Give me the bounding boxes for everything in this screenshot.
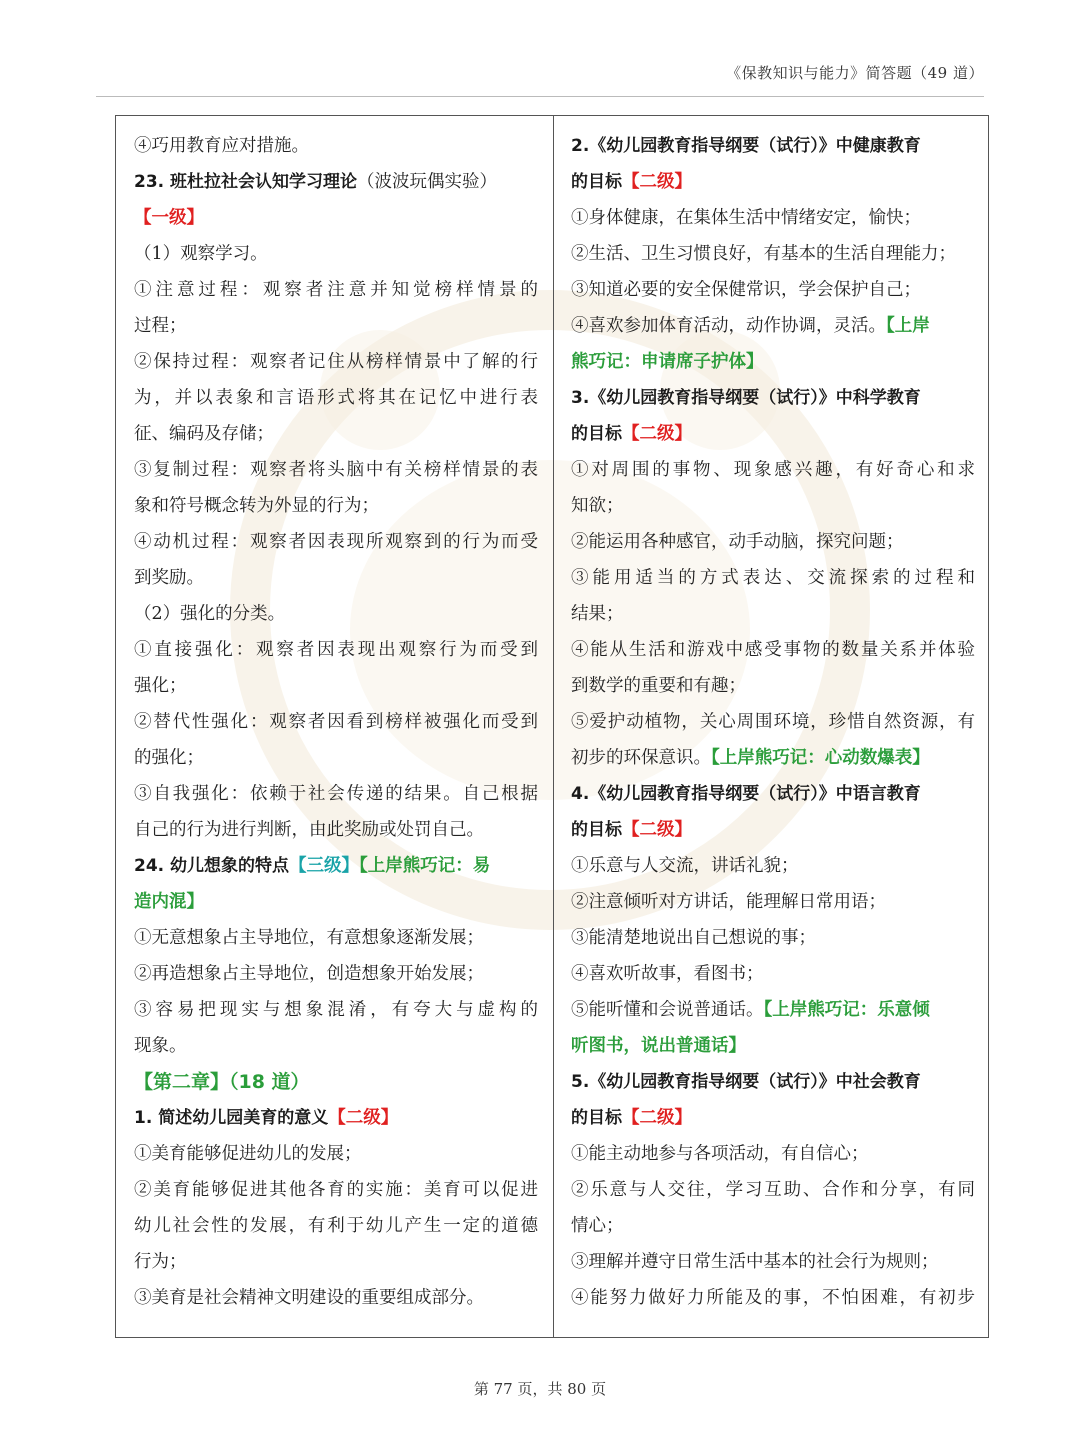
text-line: ①美育能够促进幼儿的发展； bbox=[134, 1144, 362, 1164]
right-column bbox=[571, 128, 975, 1316]
question-2-heading-cont bbox=[571, 164, 975, 200]
text-line: 过程； bbox=[134, 316, 187, 336]
text-line: ③知道必要的安全保健常识，学会保护自己； bbox=[571, 280, 921, 300]
text-line: 幼儿社会性的发展，有利于幼儿产生一定的道德 bbox=[134, 1216, 538, 1236]
question-24-heading bbox=[134, 848, 538, 884]
text-line-with-mnemonic bbox=[571, 308, 975, 344]
text-line: ①身体健康，在集体生活中情绪安定，愉快； bbox=[571, 208, 921, 228]
text-line: 征、编码及存储； bbox=[134, 424, 274, 444]
text-line: ③容易把现实与想象混淆，有夸大与虚构的 bbox=[134, 1000, 538, 1020]
text-line: ④能努力做好力所能及的事，不怕困难，有初步 bbox=[571, 1288, 975, 1308]
text-line: 的强化； bbox=[134, 748, 204, 768]
text-line: （1）观察学习。 bbox=[134, 244, 268, 264]
left-column bbox=[134, 128, 538, 1316]
question-3-heading-cont bbox=[571, 416, 975, 452]
text-line: ③理解并遵守日常生活中基本的社会行为规则； bbox=[571, 1252, 939, 1272]
mnemonic-line bbox=[571, 1028, 975, 1064]
page-number: 第 77 页，共 80 页 bbox=[473, 1380, 607, 1398]
text-line: 结果； bbox=[571, 604, 624, 624]
question-24-mnemonic bbox=[134, 884, 538, 920]
question-title: 的目标 bbox=[571, 1108, 622, 1128]
text-line-with-mnemonic bbox=[571, 992, 975, 1028]
text-segment: 初步的环保意识。 bbox=[571, 748, 711, 768]
text-line: ①注意过程：观察者注意并知觉榜样情景的 bbox=[134, 280, 538, 300]
text-line: 到奖励。 bbox=[134, 568, 204, 588]
answer-table bbox=[115, 115, 989, 1338]
question-2-heading bbox=[571, 128, 975, 164]
header-rule bbox=[96, 96, 984, 97]
level-badge: 【二级】 bbox=[622, 820, 692, 840]
chapter-title: 【第二章】（18 道） bbox=[134, 1071, 310, 1093]
mnemonic-line bbox=[571, 344, 975, 380]
question-title: 3.《幼儿园教育指导纲要（试行）》中科学教育 bbox=[571, 388, 921, 408]
mnemonic-text: 【上岸 bbox=[886, 316, 930, 336]
question-3-heading bbox=[571, 380, 975, 416]
text-line: ②替代性强化：观察者因看到榜样被强化而受到 bbox=[134, 712, 538, 732]
text-line: 知欲； bbox=[571, 496, 624, 516]
text-line: ②保持过程：观察者记住从榜样情景中了解的行 bbox=[134, 352, 538, 372]
question-note: （波波玩偶实验） bbox=[357, 172, 498, 192]
level-badge: 【二级】 bbox=[328, 1108, 399, 1128]
question-5-heading bbox=[571, 1064, 975, 1100]
question-title: 的目标 bbox=[571, 820, 622, 840]
level-badge: 【二级】 bbox=[622, 424, 692, 444]
question-title: 的目标 bbox=[571, 172, 622, 192]
question-title: 1. 简述幼儿园美育的意义 bbox=[134, 1108, 329, 1128]
text-line: 到数学的重要和有趣； bbox=[571, 676, 746, 696]
text-line: （2）强化的分类。 bbox=[134, 604, 286, 624]
text-line: 强化； bbox=[134, 676, 187, 696]
text-line: ⑤爱护动植物，关心周围环境，珍惜自然资源，有 bbox=[571, 712, 975, 732]
question-23-level bbox=[134, 200, 538, 236]
mnemonic-text: 【上岸熊巧记：心动数爆表】 bbox=[711, 748, 930, 768]
question-4-heading bbox=[571, 776, 975, 812]
question-title: 4.《幼儿园教育指导纲要（试行）》中语言教育 bbox=[571, 784, 921, 804]
level-badge: 【二级】 bbox=[622, 172, 692, 192]
text-line: ④能从生活和游戏中感受事物的数量关系并体验 bbox=[571, 640, 975, 660]
level-badge: 【一级】 bbox=[134, 208, 204, 228]
text-line: ②能运用各种感官，动手动脑，探究问题； bbox=[571, 532, 904, 552]
text-line: ③能清楚地说出自己想说的事； bbox=[571, 928, 816, 948]
question-title: 2.《幼儿园教育指导纲要（试行）》中健康教育 bbox=[571, 136, 921, 156]
text-line: ②生活、卫生习惯良好，有基本的生活自理能力； bbox=[571, 244, 956, 264]
text-line: ④动机过程：观察者因表现所观察到的行为而受 bbox=[134, 532, 538, 552]
question-title: 23. 班杜拉社会认知学习理论 bbox=[134, 172, 358, 192]
question-5-heading-cont bbox=[571, 1100, 975, 1136]
level-badge: 【二级】 bbox=[622, 1108, 692, 1128]
text-line: ②再造想象占主导地位，创造想象开始发展； bbox=[134, 964, 484, 984]
level-badge: 【三级】 bbox=[289, 856, 360, 876]
text-line: ③自我强化：依赖于社会传递的结果。自己根据 bbox=[134, 784, 538, 804]
text-line: ①直接强化：观察者因表现出观察行为而受到 bbox=[134, 640, 538, 660]
running-header: 《保教知识与能力》简答题（49 道） bbox=[726, 64, 984, 82]
question-4-heading-cont bbox=[571, 812, 975, 848]
mnemonic-text: 【上岸熊巧记：乐意倾 bbox=[763, 1000, 930, 1020]
text-line: 现象。 bbox=[134, 1036, 187, 1056]
text-line: 行为； bbox=[134, 1252, 187, 1272]
mnemonic-text: 听图书，说出普通话】 bbox=[571, 1036, 746, 1056]
text-line: 为，并以表象和言语形式将其在记忆中进行表 bbox=[134, 388, 538, 408]
question-title: 的目标 bbox=[571, 424, 622, 444]
text-segment: ⑤能听懂和会说普通话。 bbox=[571, 1000, 764, 1020]
text-line: 情心； bbox=[571, 1216, 624, 1236]
text-line: ①乐意与人交流，讲话礼貌； bbox=[571, 856, 799, 876]
text-line-with-mnemonic bbox=[571, 740, 975, 776]
question-title: 24. 幼儿想象的特点 bbox=[134, 856, 290, 876]
question-23-heading bbox=[134, 164, 538, 200]
mnemonic-text: 【上岸熊巧记：易 bbox=[359, 856, 491, 876]
text-line: ①对周围的事物、现象感兴趣，有好奇心和求 bbox=[571, 460, 975, 480]
text-line: 自己的行为进行判断，由此奖励或处罚自己。 bbox=[134, 820, 484, 840]
text-line: ②注意倾听对方讲话，能理解日常用语； bbox=[571, 892, 886, 912]
question-title: 5.《幼儿园教育指导纲要（试行）》中社会教育 bbox=[571, 1072, 921, 1092]
text-line: 象和符号概念转为外显的行为； bbox=[134, 496, 379, 516]
text-line: ①能主动地参与各项活动，有自信心； bbox=[571, 1144, 869, 1164]
mnemonic-text: 造内混】 bbox=[134, 892, 204, 912]
text-line: ②美育能够促进其他各育的实施：美育可以促进 bbox=[134, 1180, 538, 1200]
chapter-heading bbox=[134, 1064, 538, 1100]
text-line: ③能用适当的方式表达、交流探索的过程和 bbox=[571, 568, 975, 588]
text-line: ②乐意与人交往，学习互助、合作和分享，有同 bbox=[571, 1180, 975, 1200]
text-line: ③复制过程：观察者将头脑中有关榜样情景的表 bbox=[134, 460, 538, 480]
text-segment: ④喜欢参加体育活动，动作协调，灵活。 bbox=[571, 316, 886, 336]
mnemonic-text: 熊巧记：申请席子护体】 bbox=[571, 352, 764, 372]
column-divider bbox=[553, 116, 554, 1337]
question-1-heading bbox=[134, 1100, 538, 1136]
text-line: ③美育是社会精神文明建设的重要组成部分。 bbox=[134, 1288, 484, 1308]
text-line: ④喜欢听故事，看图书； bbox=[571, 964, 764, 984]
text-line: ①无意想象占主导地位，有意想象逐渐发展； bbox=[134, 928, 484, 948]
text-line: ④巧用教育应对措施。 bbox=[134, 136, 309, 156]
